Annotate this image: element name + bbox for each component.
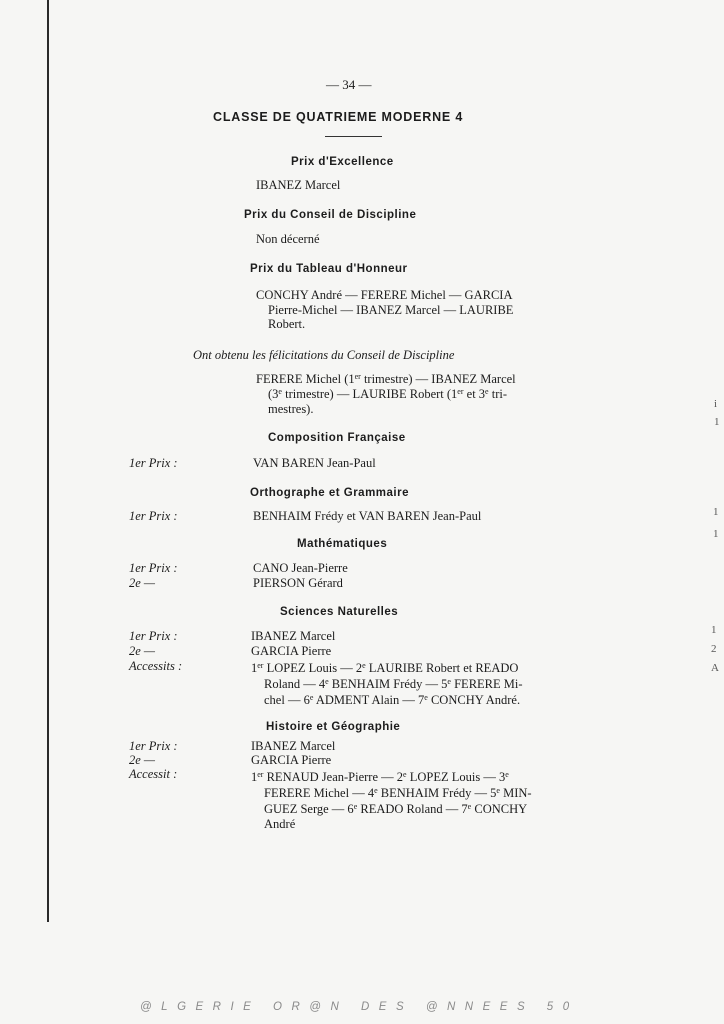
heading-excellence: Prix d'Excellence	[291, 156, 394, 168]
accessit-line: FERERE Michel — 4e BENHAIM Frédy — 5e MIN-	[264, 786, 532, 800]
heading-orthographe: Orthographe et Grammaire	[250, 487, 409, 499]
watermark-footer: @LGERIE OR@N DES @NNEES 50	[140, 1001, 579, 1013]
edge-mark: 2	[711, 643, 717, 655]
felicitations-line: (3e trimestre) — LAURIBE Robert (1er et 3e tri-	[268, 387, 508, 401]
accessits-label: Accessits :	[129, 659, 183, 673]
prize-winner: IBANEZ Marcel	[251, 629, 336, 643]
tableau-line: CONCHY André — FERERE Michel — GARCIA	[256, 288, 513, 302]
prize-label: 1er Prix :	[129, 561, 178, 575]
edge-mark: 1	[713, 528, 719, 540]
prize-label: 1er Prix :	[129, 739, 178, 753]
tableau-line: Robert.	[268, 317, 306, 331]
edge-mark: 1	[714, 416, 720, 428]
accessit-line: 1er RENAUD Jean-Pierre — 2e LOPEZ Louis — 3e	[251, 770, 509, 784]
binding-line	[47, 0, 49, 922]
accessits-line: Roland — 4e BENHAIM Frédy — 5e FERERE Mi-	[264, 677, 523, 691]
heading-conseil: Prix du Conseil de Discipline	[244, 209, 417, 221]
heading-felicitations: Ont obtenu les félicitations du Conseil de Discipline	[193, 348, 455, 362]
felicitations-line: mestres).	[268, 402, 314, 416]
prize-winner: GARCIA Pierre	[251, 644, 332, 658]
prize-label: 2e —	[129, 644, 156, 658]
heading-histoire: Histoire et Géographie	[266, 721, 401, 733]
accessits-line: chel — 6e ADMENT Alain — 7e CONCHY André.	[264, 693, 521, 707]
prize-winner: GARCIA Pierre	[251, 753, 332, 767]
prize-winner: BENHAIM Frédy et VAN BAREN Jean-Paul	[253, 509, 482, 523]
edge-mark: A	[711, 662, 719, 674]
accessit-label: Accessit :	[129, 767, 178, 781]
edge-mark: i	[714, 398, 718, 410]
prize-winner: PIERSON Gérard	[253, 576, 343, 590]
heading-composition: Composition Française	[268, 432, 406, 444]
prize-label: 1er Prix :	[129, 456, 178, 470]
prize-winner: CANO Jean-Pierre	[253, 561, 348, 575]
edge-mark: 1	[711, 624, 717, 636]
heading-mathematiques: Mathématiques	[297, 538, 388, 550]
prize-label: 1er Prix :	[129, 629, 178, 643]
heading-sciences: Sciences Naturelles	[280, 606, 399, 618]
class-title: CLASSE DE QUATRIEME MODERNE 4	[213, 110, 464, 124]
accessit-line: André	[264, 817, 296, 831]
prize-winner: IBANEZ Marcel	[251, 739, 336, 753]
title-rule	[325, 136, 382, 137]
edge-mark: 1	[713, 506, 719, 518]
prize-label: 1er Prix :	[129, 509, 178, 523]
felicitations-line: FERERE Michel (1er trimestre) — IBANEZ Marcel	[256, 372, 516, 386]
prize-winner: VAN BAREN Jean-Paul	[253, 456, 376, 470]
conseil-result: Non décerné	[256, 232, 320, 246]
tableau-line: Pierre-Michel — IBANEZ Marcel — LAURIBE	[268, 303, 514, 317]
accessit-line: GUEZ Serge — 6e READO Roland — 7e CONCHY	[264, 802, 528, 816]
page-number: — 34 —	[326, 77, 372, 92]
excellence-winner: IBANEZ Marcel	[256, 178, 341, 192]
prize-label: 2e —	[129, 576, 156, 590]
heading-tableau: Prix du Tableau d'Honneur	[250, 263, 408, 275]
accessits-line: 1er LOPEZ Louis — 2e LAURIBE Robert et READO	[251, 661, 519, 675]
prize-label: 2e —	[129, 753, 156, 767]
